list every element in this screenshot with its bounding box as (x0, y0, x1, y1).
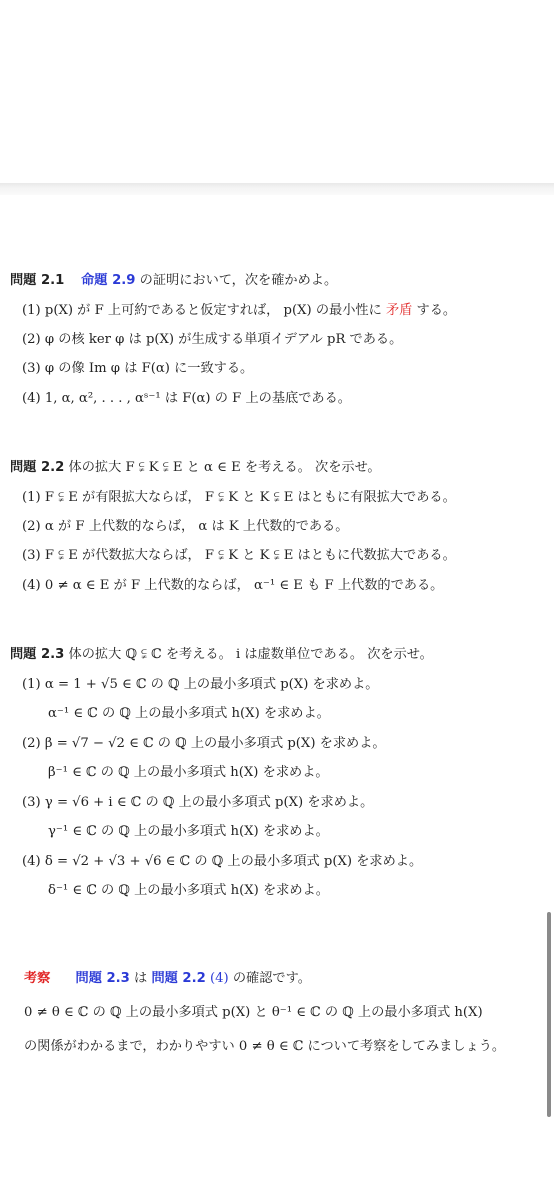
problem-2-1-heading (10, 272, 337, 290)
problem-2-2-statement: 体の拡大 F ⫋ K ⫋ E と α ∈ E を考える。 次を示せ。 (64, 460, 381, 475)
problem-2-3-item-1a: (1) α = 1 + √5 ∈ ℂ の ℚ 上の最小多項式 p(X) を求めよ。 (22, 677, 379, 692)
problem-2-1-item-1 (22, 302, 456, 320)
problem-2-3-item-1b: α⁻¹ ∈ ℂ の ℚ 上の最小多項式 h(X) を求めよ。 (48, 706, 330, 721)
problem-2-2-item-1: (1) F ⫋ E が有限拡大ならば， F ⫋ K と K ⫋ E はともに有限拡大である。 (22, 490, 456, 505)
kousatsu-label: 考察 (24, 971, 51, 986)
problem-2-3-item-3b: γ⁻¹ ∈ ℂ の ℚ 上の最小多項式 h(X) を求めよ。 (48, 824, 329, 839)
problem-2-2-item-2: (2) α が F 上代数的ならば， α は K 上代数的である。 (22, 519, 349, 534)
top-blank-area (0, 0, 554, 183)
item-text-end: する。 (412, 303, 457, 318)
item-4-link[interactable]: (4) (205, 971, 229, 986)
problem-2-1-statement: の証明において，次を確かめよ。 (135, 273, 338, 288)
kousatsu-mid: は (129, 971, 152, 986)
problem-2-3-link[interactable]: 問題 2.3 (75, 971, 130, 986)
problem-2-1-item-4: (4) 1, α, α², . . . , αˢ⁻¹ は F(α) の F 上の基底である。 (22, 391, 351, 406)
problem-2-1-item-3: (3) φ の像 Im φ は F(α) に一致する。 (22, 361, 254, 376)
problem-2-3-item-4b: δ⁻¹ ∈ ℂ の ℚ 上の最小多項式 h(X) を求めよ。 (48, 883, 329, 898)
problem-2-1-item-2: (2) φ の核 ker φ は p(X) が生成する単項イデアル pR である。 (22, 332, 403, 347)
problem-2-2-item-4: (4) 0 ≠ α ∈ E が F 上代数的ならば， α⁻¹ ∈ E も F 上代数的である。 (22, 578, 444, 593)
proposition-2-9-link[interactable]: 命題 2.9 (81, 273, 136, 288)
problem-2-3-label: 問題 2.3 (10, 647, 65, 662)
kousatsu-heading (24, 970, 311, 988)
kousatsu-line-1: 0 ≠ θ ∈ ℂ の ℚ 上の最小多項式 p(X) と θ⁻¹ ∈ ℂ の ℚ 上の最小多項式 h(X) (24, 1005, 483, 1020)
problem-2-3-heading (10, 646, 433, 664)
problem-2-2-link[interactable]: 問題 2.2 (151, 971, 206, 986)
problem-2-3-item-3a: (3) γ = √6 + i ∈ ℂ の ℚ 上の最小多項式 p(X) を求めよ。 (22, 795, 374, 810)
problem-2-3-item-2a: (2) β = √7 − √2 ∈ ℂ の ℚ 上の最小多項式 p(X) を求めよ。 (22, 736, 386, 751)
item-text: (1) p(X) が F 上可約であると仮定すれば， p(X) の最小性に (22, 303, 386, 318)
problem-2-3-item-2b: β⁻¹ ∈ ℂ の ℚ 上の最小多項式 h(X) を求めよ。 (48, 765, 329, 780)
kousatsu-line-2: の関係がわかるまで，わかりやすい 0 ≠ θ ∈ ℂ について考察をしてみましょう。 (24, 1039, 506, 1054)
kousatsu-end: の確認です。 (228, 971, 311, 986)
page-break (0, 183, 554, 195)
problem-2-3-item-4a: (4) δ = √2 + √3 + √6 ∈ ℂ の ℚ 上の最小多項式 p(X) を求めよ。 (22, 854, 423, 869)
problem-2-2-item-3: (3) F ⫋ E が代数拡大ならば， F ⫋ K と K ⫋ E はともに代数拡大である。 (22, 548, 456, 563)
problem-2-2-heading (10, 459, 381, 477)
contradiction-word: 矛盾 (385, 303, 413, 318)
problem-2-1-label: 問題 2.1 (10, 273, 65, 288)
problem-2-3-statement: 体の拡大 ℚ ⫋ ℂ を考える。 i は虚数単位である。 次を示せ。 (64, 647, 433, 662)
problem-2-2-label: 問題 2.2 (10, 460, 65, 475)
vertical-scrollbar[interactable] (547, 912, 551, 1117)
